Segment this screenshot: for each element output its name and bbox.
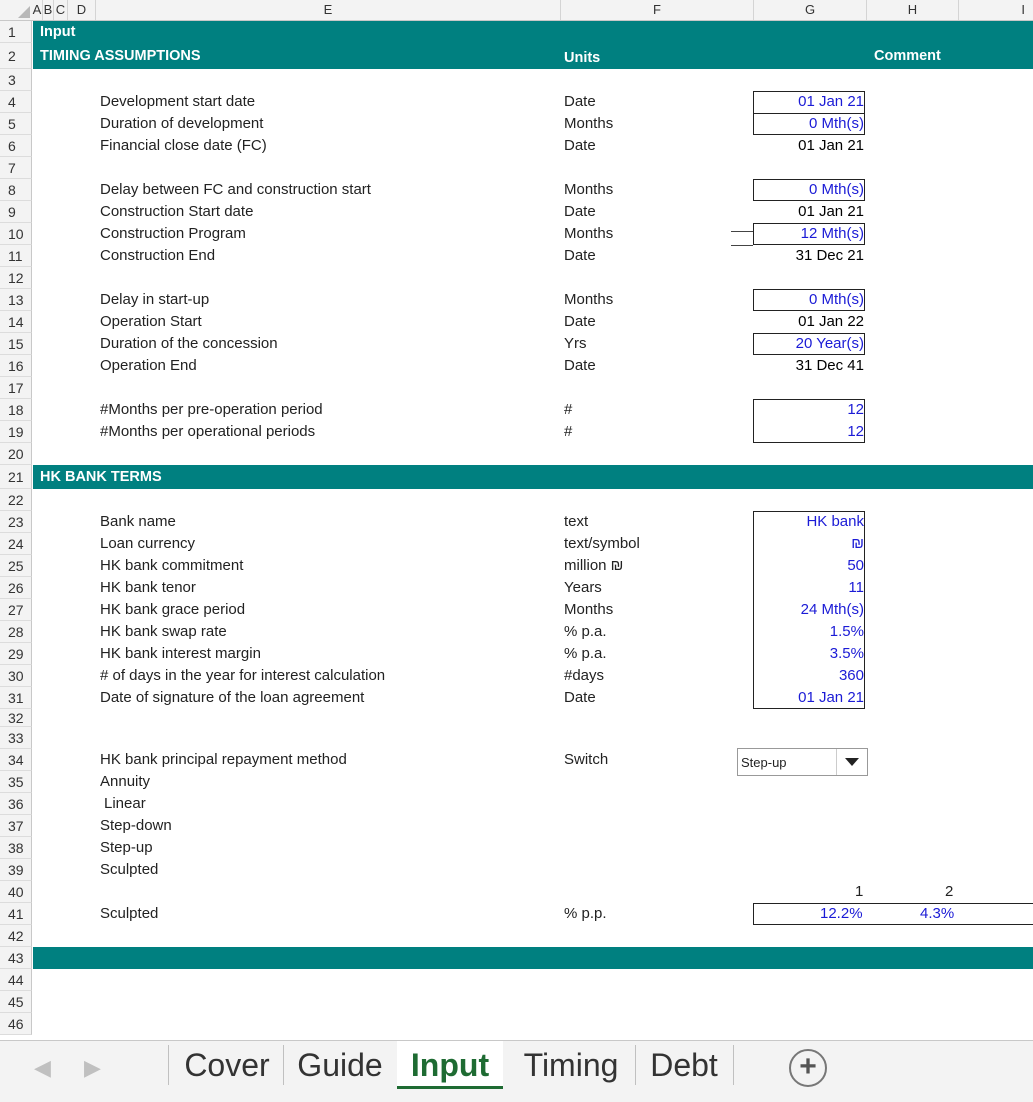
units-cell[interactable]: Date [564, 689, 596, 706]
row-38 [0, 837, 1033, 859]
row-number[interactable]: 5 [0, 113, 32, 135]
row-number[interactable]: 16 [0, 355, 32, 377]
sculpted-value-1[interactable]: 12.2% [820, 905, 863, 922]
row-12 [0, 267, 1033, 289]
row-18 [0, 399, 1033, 421]
column-header-d[interactable]: D [68, 0, 96, 20]
row-21 [0, 465, 1033, 489]
tab-separator [635, 1045, 636, 1085]
units-cell[interactable]: Date [564, 203, 596, 220]
add-sheet-icon[interactable]: + [789, 1049, 827, 1087]
column-header-a[interactable]: A [32, 0, 43, 20]
input-value[interactable]: 0 Mth(s) [808, 291, 864, 308]
tab-input[interactable]: Input [397, 1041, 503, 1089]
label-cell[interactable]: Delay in start-up [100, 291, 210, 308]
units-cell[interactable]: million ₪ [564, 557, 624, 574]
units-cell[interactable]: # [564, 401, 573, 418]
label-cell[interactable]: Construction Start date [100, 203, 254, 220]
row-number[interactable]: 17 [0, 377, 32, 399]
row-23 [0, 511, 1033, 533]
row-number[interactable]: 2 [0, 43, 32, 69]
column-header-g[interactable]: G [754, 0, 867, 20]
row-number[interactable]: 10 [0, 223, 32, 245]
row-42 [0, 925, 1033, 947]
label-cell[interactable]: HK bank grace period [100, 601, 246, 618]
row-31 [0, 687, 1033, 709]
input-value[interactable]: ₪ [851, 535, 864, 552]
row-37 [0, 815, 1033, 837]
row-26 [0, 577, 1033, 599]
label-cell[interactable]: Duration of the concession [100, 335, 278, 352]
row-number[interactable]: 21 [0, 465, 32, 489]
units-cell[interactable]: % p.a. [564, 645, 607, 662]
row-number[interactable]: 18 [0, 399, 32, 421]
calc-value[interactable]: 31 Dec 41 [795, 357, 864, 374]
input-value[interactable]: 12 [847, 401, 864, 418]
row-16 [0, 355, 1033, 377]
units-cell[interactable]: #days [564, 667, 605, 684]
scroll-right-icon[interactable]: ▶ [84, 1055, 101, 1080]
comment-header[interactable]: Comment [874, 48, 941, 64]
row-number[interactable]: 24 [0, 533, 32, 555]
row-20 [0, 443, 1033, 465]
option-label[interactable]: Linear [104, 795, 146, 812]
units-cell[interactable]: % p.a. [564, 623, 607, 640]
period-index-1[interactable]: 1 [855, 883, 864, 900]
select-all-corner[interactable] [0, 0, 32, 20]
row-number[interactable]: 40 [0, 881, 32, 903]
row-number[interactable]: 25 [0, 555, 32, 577]
units-cell[interactable]: Switch [564, 751, 609, 768]
label-cell[interactable]: HK bank commitment [100, 557, 244, 574]
label-cell[interactable]: #Months per operational periods [100, 423, 316, 440]
row-number[interactable]: 14 [0, 311, 32, 333]
calc-value[interactable]: 31 Dec 21 [795, 247, 864, 264]
row-number[interactable]: 44 [0, 969, 32, 991]
row-8 [0, 179, 1033, 201]
units-cell[interactable]: text/symbol [564, 535, 640, 552]
units-cell[interactable]: Months [564, 601, 614, 618]
row-41 [0, 903, 1033, 925]
label-cell[interactable]: # of days in the year for interest calculation [100, 667, 386, 684]
input-value[interactable]: HK bank [806, 513, 864, 530]
units-cell[interactable]: Date [564, 313, 596, 330]
column-header-e[interactable]: E [96, 0, 561, 20]
row-5 [0, 113, 1033, 135]
row-number[interactable]: 6 [0, 135, 32, 157]
input-value[interactable]: 12 [847, 423, 864, 440]
row-number[interactable]: 26 [0, 577, 32, 599]
input-cell-box[interactable] [753, 533, 865, 555]
label-cell[interactable]: HK bank tenor [100, 579, 196, 596]
units-cell[interactable]: Months [564, 181, 614, 198]
footer-band [33, 947, 1033, 969]
option-label[interactable]: Step-up [100, 839, 153, 856]
sheet-tab-bar [0, 1040, 1033, 1102]
row-15 [0, 333, 1033, 355]
row-39 [0, 859, 1033, 881]
column-header-bar [0, 0, 1033, 21]
units-cell[interactable]: Date [564, 357, 596, 374]
row-number[interactable]: 39 [0, 859, 32, 881]
header-band [33, 21, 1033, 43]
row-9 [0, 201, 1033, 223]
tab-guide[interactable]: Guide [297, 1047, 383, 1083]
label-cell[interactable]: Development start date [100, 93, 256, 110]
tab-separator [168, 1045, 169, 1085]
row-7 [0, 157, 1033, 179]
row-number[interactable]: 45 [0, 991, 32, 1013]
units-cell[interactable]: Date [564, 247, 596, 264]
row-22 [0, 489, 1033, 511]
tab-debt[interactable]: Debt [650, 1047, 718, 1083]
row-number[interactable]: 13 [0, 289, 32, 311]
row-2 [0, 43, 1033, 69]
row-number[interactable]: 8 [0, 179, 32, 201]
column-header-c[interactable]: C [54, 0, 68, 20]
row-34 [0, 749, 1033, 771]
input-value[interactable]: 360 [838, 667, 864, 684]
row-3 [0, 69, 1033, 91]
row-number[interactable]: 9 [0, 201, 32, 223]
row-14 [0, 311, 1033, 333]
row-number[interactable]: 42 [0, 925, 32, 947]
row-40 [0, 881, 1033, 903]
row-29 [0, 643, 1033, 665]
label-cell[interactable]: Operation End [100, 357, 197, 374]
column-header-h[interactable]: H [867, 0, 959, 20]
row-10 [0, 223, 1033, 245]
row-number[interactable]: 11 [0, 245, 32, 267]
units-cell[interactable]: Date [564, 137, 596, 154]
input-value[interactable]: 0 Mth(s) [808, 181, 864, 198]
row-27 [0, 599, 1033, 621]
tab-cover[interactable]: Cover [184, 1047, 270, 1083]
units-header[interactable]: Units [564, 50, 601, 66]
row-number[interactable]: 32 [0, 709, 32, 727]
row-6 [0, 135, 1033, 157]
input-value[interactable]: 1.5% [829, 623, 864, 640]
label-cell[interactable]: Delay between FC and construction start [100, 181, 371, 198]
row-45 [0, 991, 1033, 1013]
tab-separator [283, 1045, 284, 1085]
row-number[interactable]: 23 [0, 511, 32, 533]
row-17 [0, 377, 1033, 399]
option-label[interactable]: Sculpted [100, 861, 159, 878]
scroll-left-icon[interactable]: ◀ [34, 1055, 51, 1080]
row-13 [0, 289, 1033, 311]
section-band [33, 465, 1033, 489]
label-cell[interactable]: HK bank principal repayment method [100, 751, 347, 768]
row-number[interactable]: 33 [0, 727, 32, 749]
row-11 [0, 245, 1033, 267]
row-30 [0, 665, 1033, 687]
row-number[interactable]: 37 [0, 815, 32, 837]
row-number[interactable]: 22 [0, 489, 32, 511]
row-44 [0, 969, 1033, 991]
input-value[interactable]: 01 Jan 21 [798, 689, 864, 706]
label-cell[interactable]: Duration of development [100, 115, 264, 132]
column-header-b[interactable]: B [43, 0, 54, 20]
option-label[interactable]: Step-down [100, 817, 172, 834]
row-number[interactable]: 12 [0, 267, 32, 289]
input-value[interactable]: 24 Mth(s) [800, 601, 864, 618]
row-number[interactable]: 34 [0, 749, 32, 771]
section-title-timing[interactable]: TIMING ASSUMPTIONS [40, 48, 201, 64]
row-number[interactable]: 41 [0, 903, 32, 925]
input-value[interactable]: 12 Mth(s) [800, 225, 864, 242]
period-index-2[interactable]: 2 [945, 883, 954, 900]
label-cell[interactable]: Bank name [100, 513, 176, 530]
row-24 [0, 533, 1033, 555]
row-43 [0, 947, 1033, 969]
section-title-hk-bank[interactable]: HK BANK TERMS [40, 469, 162, 485]
units-cell[interactable]: Yrs [564, 335, 587, 352]
label-cell[interactable]: Date of signature of the loan agreement [100, 689, 365, 706]
row-number[interactable]: 43 [0, 947, 32, 969]
column-header-f[interactable]: F [561, 0, 754, 20]
row-19 [0, 421, 1033, 443]
column-header-i[interactable]: I [1021, 2, 1025, 17]
option-label[interactable]: Annuity [100, 773, 151, 790]
units-cell[interactable]: Months [564, 225, 614, 242]
row-35 [0, 771, 1033, 793]
row-number[interactable]: 20 [0, 443, 32, 465]
row-number[interactable]: 4 [0, 91, 32, 113]
row-number[interactable]: 29 [0, 643, 32, 665]
row-number[interactable]: 35 [0, 771, 32, 793]
tab-separator [733, 1045, 734, 1085]
row-number[interactable]: 38 [0, 837, 32, 859]
row-number[interactable]: 7 [0, 157, 32, 179]
units-cell[interactable]: Months [564, 115, 614, 132]
row-4 [0, 91, 1033, 113]
label-cell[interactable]: Construction End [100, 247, 216, 264]
label-cell[interactable]: Operation Start [100, 313, 202, 330]
row-32 [0, 709, 1033, 727]
label-cell[interactable]: #Months per pre-operation period [100, 401, 323, 418]
sculpted-value-2[interactable]: 4.3% [920, 905, 955, 922]
input-value[interactable]: 11 [848, 579, 864, 596]
row-number[interactable]: 46 [0, 1013, 32, 1035]
label-cell[interactable]: Financial close date (FC) [100, 137, 267, 154]
row-number[interactable]: 19 [0, 421, 32, 443]
units-cell[interactable]: text [564, 513, 589, 530]
sculpted-input-box[interactable] [753, 903, 1033, 925]
row-33 [0, 727, 1033, 749]
row-number[interactable]: 27 [0, 599, 32, 621]
row-number[interactable]: 28 [0, 621, 32, 643]
input-value[interactable]: 50 [847, 557, 864, 574]
label-cell[interactable]: HK bank swap rate [100, 623, 227, 640]
row-36 [0, 793, 1033, 815]
row-number[interactable]: 31 [0, 687, 32, 709]
spinner-control[interactable] [731, 231, 753, 246]
input-value[interactable]: 01 Jan 21 [798, 93, 864, 110]
calc-value[interactable]: 01 Jan 22 [798, 313, 864, 330]
row-25 [0, 555, 1033, 577]
units-cell[interactable]: % p.p. [564, 905, 607, 922]
input-value[interactable]: 0 Mth(s) [808, 115, 864, 132]
units-cell[interactable]: Years [564, 579, 602, 596]
row-number[interactable]: 3 [0, 69, 32, 91]
input-value[interactable]: 3.5% [829, 645, 864, 662]
label-cell[interactable]: HK bank interest margin [100, 645, 261, 662]
units-cell[interactable]: # [564, 423, 573, 440]
label-cell[interactable]: Loan currency [100, 535, 196, 552]
units-cell[interactable]: Months [564, 291, 614, 308]
row-28 [0, 621, 1033, 643]
units-cell[interactable]: Date [564, 93, 596, 110]
dropdown-selected-value: Step-up [741, 755, 787, 770]
row-number[interactable]: 15 [0, 333, 32, 355]
calc-value[interactable]: 01 Jan 21 [798, 203, 864, 220]
label-cell[interactable]: Construction Program [100, 225, 246, 242]
calc-value[interactable]: 01 Jan 21 [798, 137, 864, 154]
row-number[interactable]: 30 [0, 665, 32, 687]
sheet-title[interactable]: Input [40, 24, 76, 40]
row-46 [0, 1013, 1033, 1035]
tab-timing[interactable]: Timing [523, 1047, 619, 1083]
label-cell[interactable]: Sculpted [100, 905, 159, 922]
row-number[interactable]: 36 [0, 793, 32, 815]
row-number[interactable]: 1 [0, 21, 32, 43]
input-value[interactable]: 20 Year(s) [795, 335, 864, 352]
row-1 [0, 21, 1033, 43]
